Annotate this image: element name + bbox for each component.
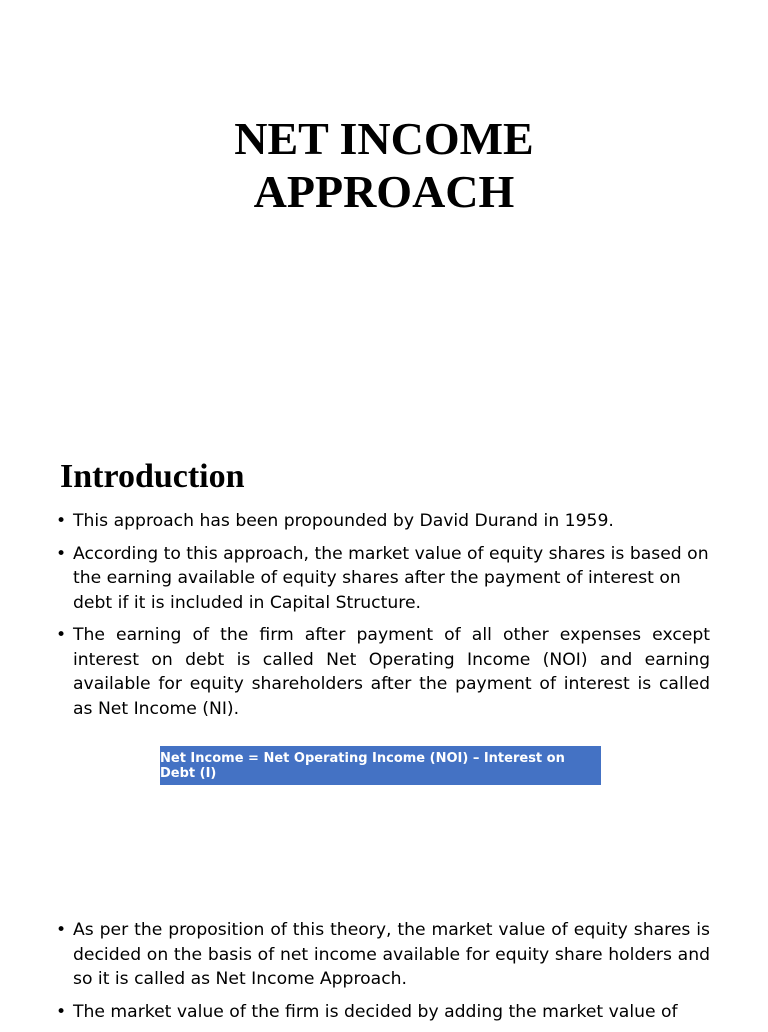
title-line-2: APPROACH — [253, 166, 515, 217]
bullet-icon: • — [56, 511, 67, 531]
formula-text: Net Income = Net Operating Income (NOI) – Interest on Debt (I) — [160, 750, 565, 781]
bullet-item — [56, 918, 710, 992]
bullet-item — [56, 1000, 710, 1025]
bullet-icon: • — [56, 1001, 67, 1022]
bullet-text: As per the proposition of this theory, the market value of equity shares is decided on the basis of net income available for equity share holders and so it is called as Net Income Approach. — [73, 920, 710, 989]
bullet-text: According to this approach, the market value of equity shares is based on the earning available of equity shares after the payment of interest on debt if it is included in Capital Structure. — [73, 543, 709, 613]
bullet-icon: • — [56, 920, 67, 940]
section-heading-introduction: Introduction — [60, 458, 245, 495]
bullet-item — [56, 509, 710, 534]
formula-box — [160, 746, 601, 785]
bullet-icon: • — [56, 625, 67, 645]
bullet-text: This approach has been propounded by David Durand in 1959. — [73, 511, 614, 531]
title-line-1: NET INCOME — [234, 113, 534, 164]
bullet-item — [56, 623, 710, 721]
bullet-item — [56, 542, 710, 616]
bullet-icon: • — [56, 543, 67, 564]
introduction-bullet-list — [56, 509, 710, 729]
slide-title — [0, 112, 768, 218]
proposition-bullet-list — [56, 918, 710, 1032]
bullet-text: The market value of the firm is decided by adding the market value of — [73, 1001, 678, 1022]
bullet-text: The earning of the firm after payment of all other expenses except interest on debt is called Net Operating Income (NOI) and earning available for equity shareholders after the payment of interest is called as Net Income (NI). — [73, 625, 710, 719]
